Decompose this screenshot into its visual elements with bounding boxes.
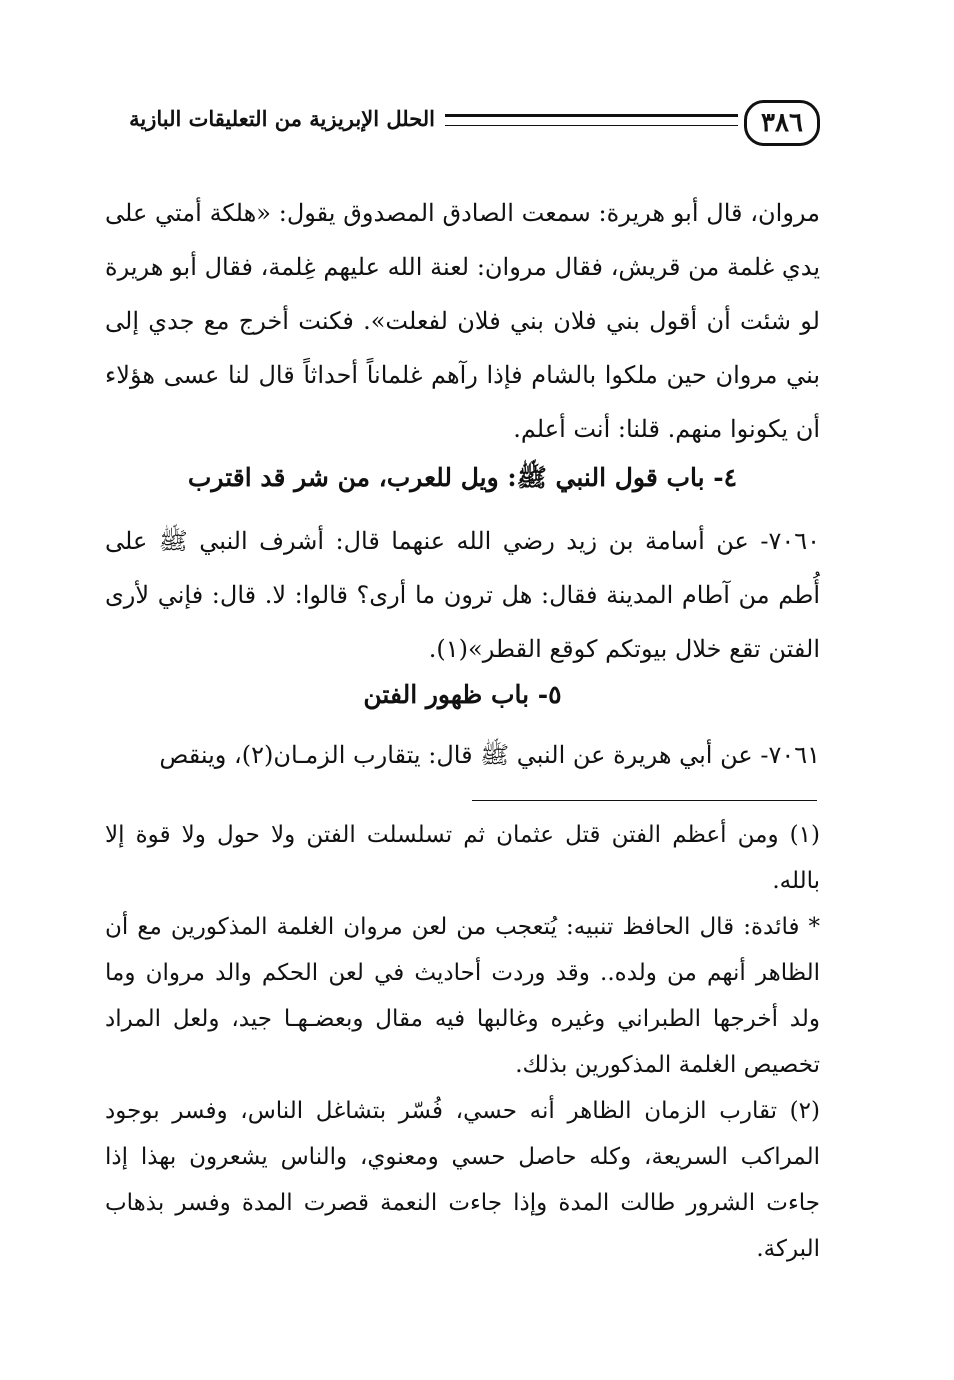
hadith-7061-text: ٧٠٦١- عن أبي هريرة عن النبي ﷺ قال: يتقارب الزمـان(٢)، وينقص — [159, 741, 820, 769]
chapter-heading-4: ٤- باب قول النبي ﷺ: ويل للعرب، من شر قد اقترب — [187, 463, 738, 492]
footnote-divider — [472, 800, 817, 801]
main-text — [105, 186, 820, 456]
hadith-7061 — [105, 728, 820, 782]
hadith-7060-text: ٧٠٦٠- عن أسامة بن زيد رضي الله عنهما قال: أشرف النبي ﷺ على أُطم من آطام المدينة فقال: هل ترون ما أرى؟ قالوا: لا. قال: فإني لأرى الفتن تقع خلال بيوتكم كوقع القطر»(١). — [105, 527, 820, 663]
page-header — [100, 100, 820, 152]
hadith-7060 — [105, 514, 820, 676]
footnote-1: (١) ومن أعظم الفتن قتل عثمان ثم تسلسلت الفتن ولا حول ولا قوة إلا بالله. — [105, 822, 820, 894]
running-title: الحلل الإبريزية من التعليقات البازية — [129, 106, 435, 131]
paragraph-continuation: مروان، قال أبو هريرة: سمعت الصادق المصدوق يقول: «هلكة أمتي على يدي غلمة من قريش، فقال مروان: لعنة الله عليهم غِلمة، فقال أبو هريرة لو شئت أن أقول بني فلان بني فلان لفعلت». فكنت أخرج مع جدي إلى بني مروان حين ملكوا بالشام فإذا رآهم غلماناً أحداثاً قال لنا عسى هؤلاء أن يكونوا منهم. قلنا: أنت أعلم. — [105, 199, 820, 443]
header-rule — [445, 114, 738, 126]
footnote-2: (٢) تقارب الزمان الظاهر أنه حسي، فُسّر بتشاغل الناس، وفسر بوجود المراكب السريعة، وكله حاصل حسي ومعنوي، والناس يشعرون بهذا إذا جاءت الشرور طالت المدة وإذا جاءت النعمة قصرت المدة وفسر بذهاب البركة. — [105, 1098, 820, 1262]
chapter-heading-5: ٥- باب ظهور الفتن — [363, 680, 562, 709]
footnotes — [105, 812, 820, 1272]
footnote-note: * فائدة: قال الحافظ تنبيه: يُتعجب من لعن مروان الغلمة المذكورين مع أن الظاهر أنهم من ولده.. وقد وردت أحاديث في لعن الحكم والد مروان وما ولد أخرجها الطبراني وغيره وغالبها فيه مقال وبعضـهـا جيد، ولعل المراد تخصيص الغلمة المذكورين بذلك. — [105, 914, 820, 1078]
page-number: ٣٨٦ — [744, 100, 820, 146]
